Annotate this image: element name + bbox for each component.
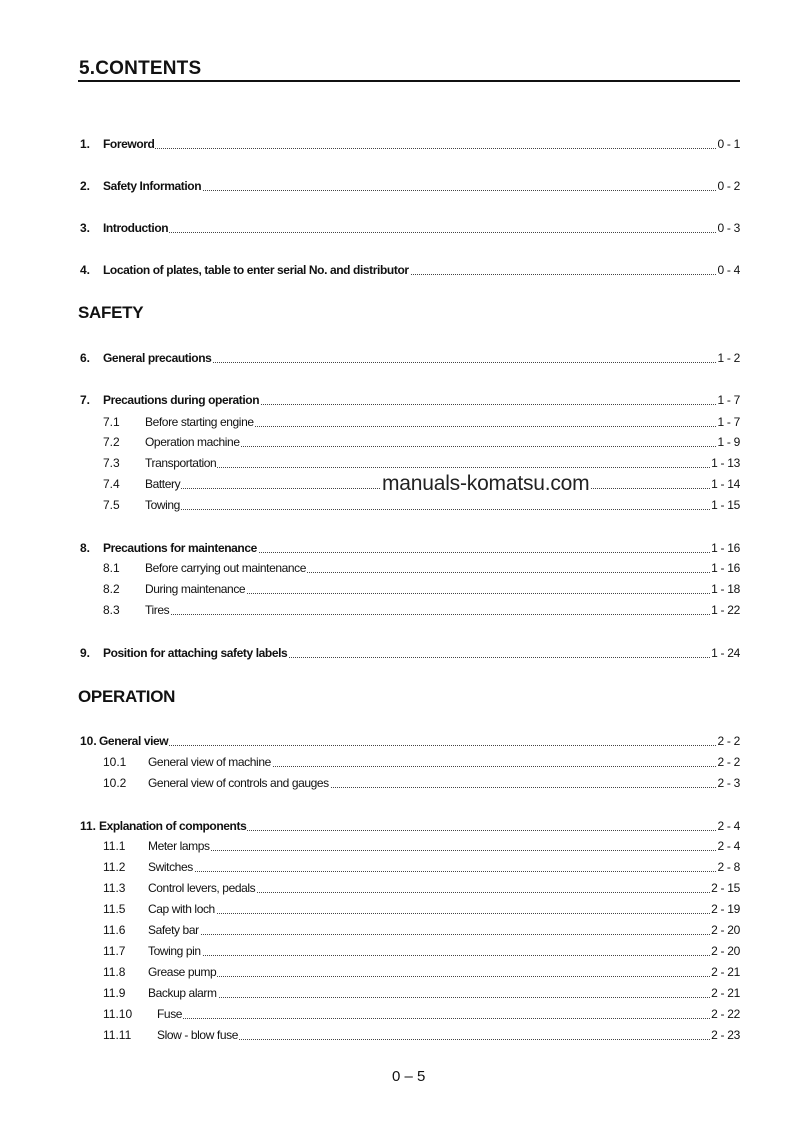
entry-title: Slow - blow fuse <box>157 1028 238 1042</box>
dot-leader <box>157 1023 738 1040</box>
dot-leader <box>145 598 738 615</box>
entry-number: 11. <box>80 819 97 833</box>
dot-leader <box>148 939 738 956</box>
toc-entry[interactable] <box>0 392 793 408</box>
entry-number: 7.4 <box>103 477 120 491</box>
toc-entry[interactable] <box>0 262 793 278</box>
entry-number: 7.1 <box>103 415 120 429</box>
entry-title: Battery <box>145 477 181 491</box>
entry-number: 4. <box>80 263 91 277</box>
toc-entry[interactable] <box>0 1006 793 1022</box>
entry-page: 2 - 19 <box>711 902 740 916</box>
entry-title: Introduction <box>103 221 169 235</box>
entry-page: 1 - 9 <box>717 435 740 449</box>
title-underline <box>78 80 740 82</box>
entry-title: Towing pin <box>148 944 201 958</box>
entry-number: 11.6 <box>103 923 126 937</box>
toc-entry[interactable] <box>0 754 793 770</box>
entry-title: Backup alarm <box>148 986 217 1000</box>
entry-title: During maintenance <box>145 582 246 596</box>
entry-title: Before carrying out maintenance <box>145 561 307 575</box>
toc-entry[interactable] <box>0 581 793 597</box>
entry-title: Transportation <box>145 456 217 470</box>
toc-entry[interactable] <box>0 455 793 471</box>
dot-leader <box>99 729 738 746</box>
entry-number: 8.3 <box>103 603 120 617</box>
entry-page: 1 - 22 <box>711 603 740 617</box>
entry-title: Safety bar <box>148 923 199 937</box>
entry-number: 7.2 <box>103 435 120 449</box>
toc-entry[interactable] <box>0 178 793 194</box>
entry-number: 9. <box>80 646 91 660</box>
entry-page: 1 - 15 <box>711 498 740 512</box>
entry-page: 2 - 2 <box>717 734 740 748</box>
entry-title: Location of plates, table to enter serial No. and distributor <box>103 263 409 277</box>
entry-title: Towing <box>145 498 180 512</box>
entry-number: 3. <box>80 221 91 235</box>
entry-title: Switches <box>148 860 193 874</box>
toc-entry[interactable] <box>0 220 793 236</box>
entry-title: Meter lamps <box>148 839 210 853</box>
toc-entry[interactable] <box>0 560 793 576</box>
entry-number: 10.1 <box>103 755 127 769</box>
entry-number: 8. <box>80 541 91 555</box>
entry-title: Cap with loch <box>148 902 215 916</box>
entry-page: 0 - 4 <box>717 263 740 277</box>
entry-page: 1 - 14 <box>711 477 740 491</box>
entry-page: 2 - 21 <box>711 986 740 1000</box>
entry-number: 11.9 <box>103 986 126 1000</box>
entry-page: 2 - 2 <box>717 755 740 769</box>
entry-title: Safety Information <box>103 179 202 193</box>
section-heading-operation: OPERATION <box>78 687 176 706</box>
dot-leader <box>148 981 738 998</box>
entry-number: 11.8 <box>103 965 126 979</box>
toc-entry[interactable] <box>0 733 793 749</box>
toc-entry[interactable] <box>0 497 793 513</box>
toc-entry[interactable] <box>0 922 793 938</box>
entry-title: Fuse <box>157 1007 183 1021</box>
entry-title: Operation machine <box>145 435 240 449</box>
toc-entry[interactable] <box>0 540 793 556</box>
toc-entry[interactable] <box>0 901 793 917</box>
toc-entry[interactable] <box>0 434 793 450</box>
toc-entry[interactable] <box>0 859 793 875</box>
entry-page: 2 - 4 <box>717 839 740 853</box>
entry-title: Control levers, pedals <box>148 881 256 895</box>
entry-number: 11.11 <box>103 1028 132 1042</box>
entry-page: 1 - 2 <box>717 351 740 365</box>
entry-number: 2. <box>80 179 91 193</box>
toc-entry[interactable] <box>0 602 793 618</box>
entry-page: 2 - 3 <box>717 776 740 790</box>
toc-entry[interactable] <box>0 1027 793 1043</box>
entry-title: Grease pump <box>148 965 217 979</box>
entry-page: 2 - 20 <box>711 944 740 958</box>
entry-page: 1 - 7 <box>717 393 740 407</box>
entry-title: Foreword <box>103 137 155 151</box>
toc-entry[interactable] <box>0 414 793 430</box>
entry-number: 11.1 <box>103 839 126 853</box>
entry-title: Explanation of components <box>99 819 247 833</box>
entry-page: 0 - 2 <box>717 179 740 193</box>
entry-page: 2 - 22 <box>711 1007 740 1021</box>
toc-entry[interactable] <box>0 880 793 896</box>
entry-page: 1 - 24 <box>711 646 740 660</box>
entry-number: 1. <box>80 137 91 151</box>
entry-title: Precautions during operation <box>103 393 260 407</box>
toc-entry[interactable] <box>0 838 793 854</box>
entry-page: 1 - 16 <box>711 541 740 555</box>
entry-number: 10.2 <box>103 776 127 790</box>
entry-number: 10. <box>80 734 97 748</box>
entry-title: General view <box>99 734 169 748</box>
page-title: 5.CONTENTS <box>79 58 202 79</box>
entry-title: General view of machine <box>148 755 271 769</box>
entry-page: 2 - 8 <box>717 860 740 874</box>
entry-page: 2 - 21 <box>711 965 740 979</box>
entry-number: 8.1 <box>103 561 120 575</box>
entry-page: 2 - 4 <box>717 819 740 833</box>
dot-leader <box>145 451 738 468</box>
entry-page: 2 - 23 <box>711 1028 740 1042</box>
toc-entry[interactable] <box>0 964 793 980</box>
entry-number: 11.2 <box>103 860 126 874</box>
toc-entry[interactable] <box>0 645 793 661</box>
dot-leader <box>148 855 738 872</box>
entry-page: 1 - 16 <box>711 561 740 575</box>
watermark: manuals-komatsu.com <box>382 472 590 495</box>
dot-leader <box>148 834 738 851</box>
dot-leader <box>148 918 738 935</box>
entry-page: 0 - 1 <box>717 137 740 151</box>
page-number: 0 – 5 <box>392 1068 426 1085</box>
entry-title: Precautions for maintenance <box>103 541 257 555</box>
entry-title: Tires <box>145 603 170 617</box>
entry-title: General precautions <box>103 351 212 365</box>
entry-page: 1 - 18 <box>711 582 740 596</box>
entry-title: Before starting engine <box>145 415 254 429</box>
entry-number: 8.2 <box>103 582 120 596</box>
toc-entry[interactable] <box>0 818 793 834</box>
entry-page: 1 - 7 <box>717 415 740 429</box>
entry-number: 7. <box>80 393 91 407</box>
entry-page: 0 - 3 <box>717 221 740 235</box>
toc-entry[interactable] <box>0 136 793 152</box>
toc-entry[interactable] <box>0 350 793 366</box>
entry-title: Position for attaching safety labels <box>103 646 288 660</box>
entry-number: 11.7 <box>103 944 126 958</box>
dot-leader <box>103 216 738 233</box>
entry-page: 1 - 13 <box>711 456 740 470</box>
entry-number: 11.3 <box>103 881 126 895</box>
dot-leader <box>148 960 738 977</box>
entry-number: 6. <box>80 351 91 365</box>
entry-title: General view of controls and gauges <box>148 776 329 790</box>
entry-number: 11.5 <box>103 902 126 916</box>
entry-number: 11.10 <box>103 1007 133 1021</box>
entry-number: 7.3 <box>103 456 120 470</box>
section-heading-safety: SAFETY <box>78 303 144 322</box>
toc-entry[interactable] <box>0 775 793 791</box>
entry-number: 7.5 <box>103 498 120 512</box>
toc-entry[interactable] <box>0 985 793 1001</box>
dot-leader <box>103 132 738 149</box>
entry-page: 2 - 20 <box>711 923 740 937</box>
entry-page: 2 - 15 <box>711 881 740 895</box>
dot-leader <box>157 1002 738 1019</box>
dot-leader <box>148 897 738 914</box>
toc-entry[interactable] <box>0 943 793 959</box>
